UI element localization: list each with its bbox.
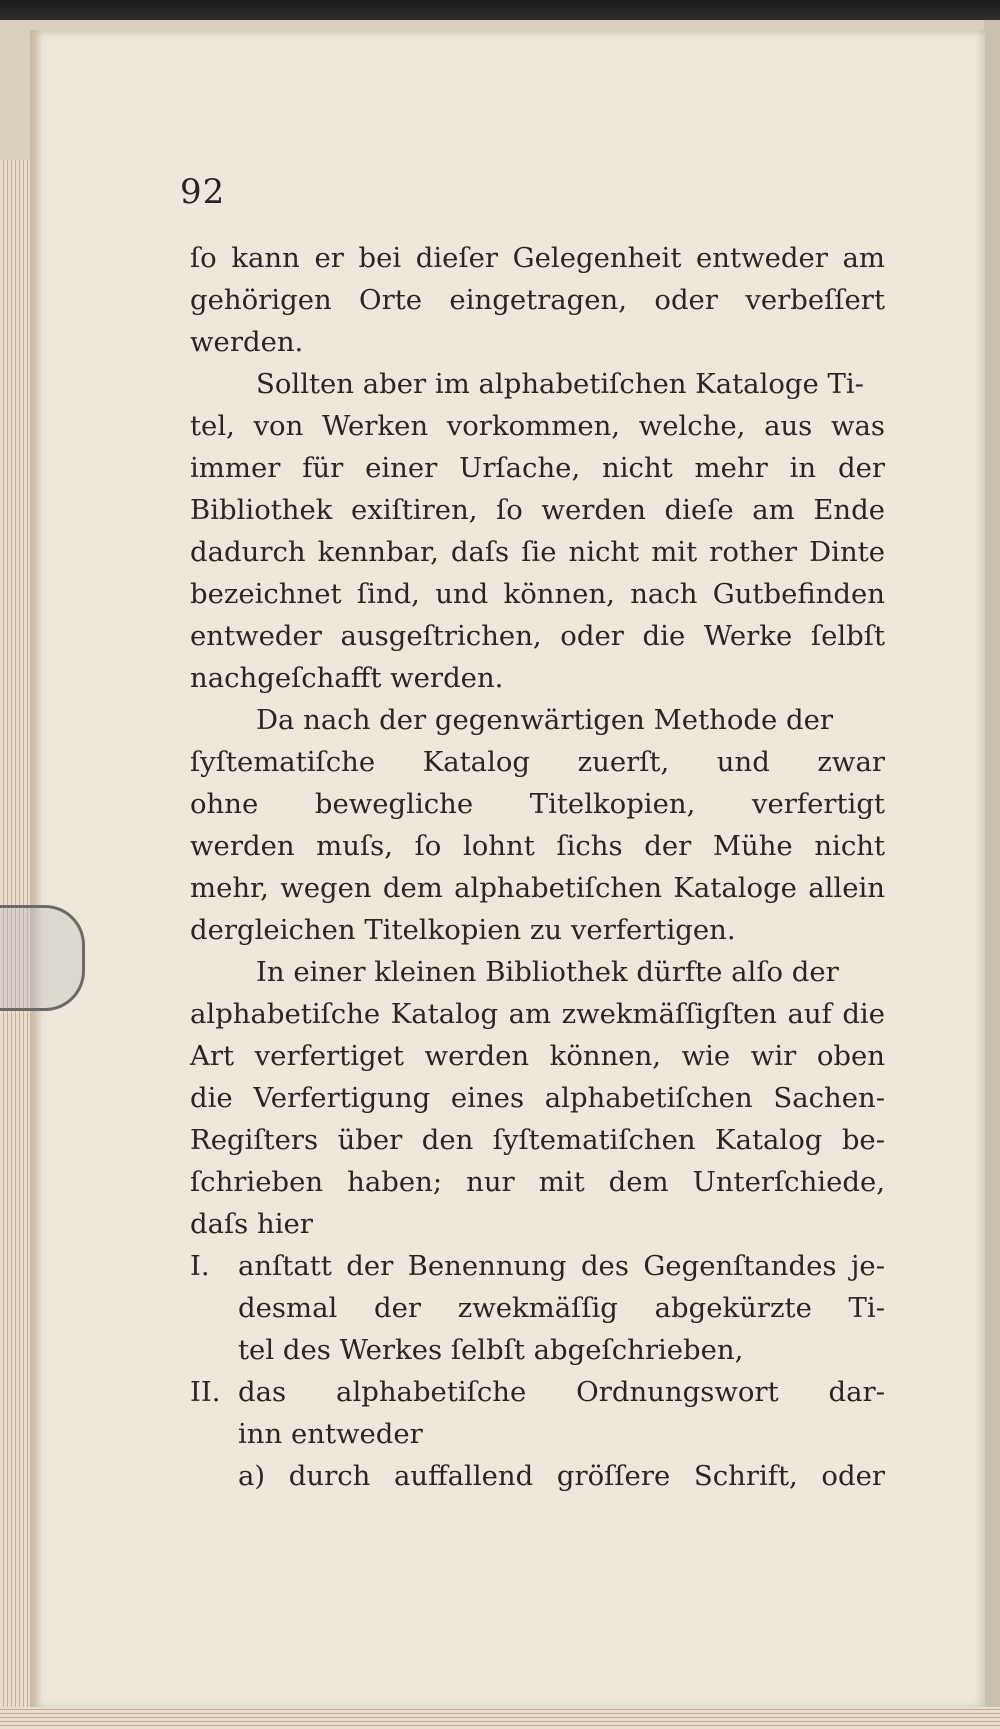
text-line: tel, von Werken vorkommen, welche, aus was: [190, 410, 885, 442]
text-line: werden.: [190, 326, 304, 358]
book-right-edge: [984, 20, 1000, 1729]
list-item-line: anſtatt der Benennung des Gegenſtandes je-: [238, 1250, 885, 1282]
text-line: werden muſs, ſo lohnt ſichs der Mühe nicht: [190, 830, 885, 862]
text-line: Da nach der gegenwärtigen Methode der: [256, 704, 834, 736]
text-line: bezeichnet ſind, und können, nach Gutbefinden: [190, 578, 885, 610]
book-bottom-edge: [0, 1707, 1000, 1729]
list-item-line: inn entweder: [238, 1418, 423, 1450]
list-item-1: [190, 1245, 885, 1287]
paragraph-lines: [190, 237, 885, 1245]
text-line: die Verfertigung eines alphabetiſchen Sachen-: [190, 1082, 885, 1114]
list-item-line: tel des Werkes ſelbſt abgeſchrieben,: [238, 1334, 744, 1366]
text-line: alphabetiſche Katalog am zwekmäſſigſten auf die: [190, 998, 885, 1030]
text-line: ſyſtematiſche Katalog zuerſt, und zwar: [190, 746, 885, 778]
text-line: daſs hier: [190, 1208, 313, 1240]
text-line: ohne bewegliche Titelkopien, verfertigt: [190, 788, 885, 820]
sub-item-a: a) durch auffallend gröſſere Schrift, oder: [238, 1460, 885, 1492]
list-item-number: I.: [190, 1250, 210, 1282]
text-line: entweder ausgeſtrichen, oder die Werke ſelbſt: [190, 620, 885, 652]
text-line: ſo kann er bei dieſer Gelegenheit entweder am: [190, 242, 885, 274]
text-line: Regiſters über den ſyſtematiſchen Katalog be-: [190, 1124, 885, 1156]
text-line: mehr, wegen dem alphabetiſchen Kataloge allein: [190, 872, 885, 904]
text-line: immer für einer Urſache, nicht mehr in der: [190, 452, 885, 484]
text-line: dergleichen Titelkopien zu verfertigen.: [190, 914, 736, 946]
list-item-2: [190, 1371, 885, 1413]
page-text: [190, 237, 885, 1497]
text-line: Sollten aber im alphabetiſchen Kataloge Ti-: [256, 368, 864, 400]
text-line: dadurch kennbar, daſs ſie nicht mit rother Dinte: [190, 536, 885, 568]
text-line: Bibliothek exiſtiren, ſo werden dieſe am Ende: [190, 494, 885, 526]
page-clip: [0, 905, 85, 1011]
list-item-line: das alphabetiſche Ordnungswort dar-: [238, 1376, 885, 1408]
text-line: In einer kleinen Bibliothek dürfte alſo der: [256, 956, 839, 988]
text-line: nachgeſchafft werden.: [190, 662, 504, 694]
list-item-number: II.: [190, 1376, 221, 1408]
list-item-line: desmal der zwekmäſſig abgekürzte Ti-: [238, 1292, 885, 1324]
text-line: Art verfertiget werden können, wie wir oben: [190, 1040, 885, 1072]
page-number: 92: [180, 172, 226, 212]
text-line: gehörigen Orte eingetragen, oder verbeſſert: [190, 284, 885, 316]
text-line: ſchrieben haben; nur mit dem Unterſchiede,: [190, 1166, 885, 1198]
